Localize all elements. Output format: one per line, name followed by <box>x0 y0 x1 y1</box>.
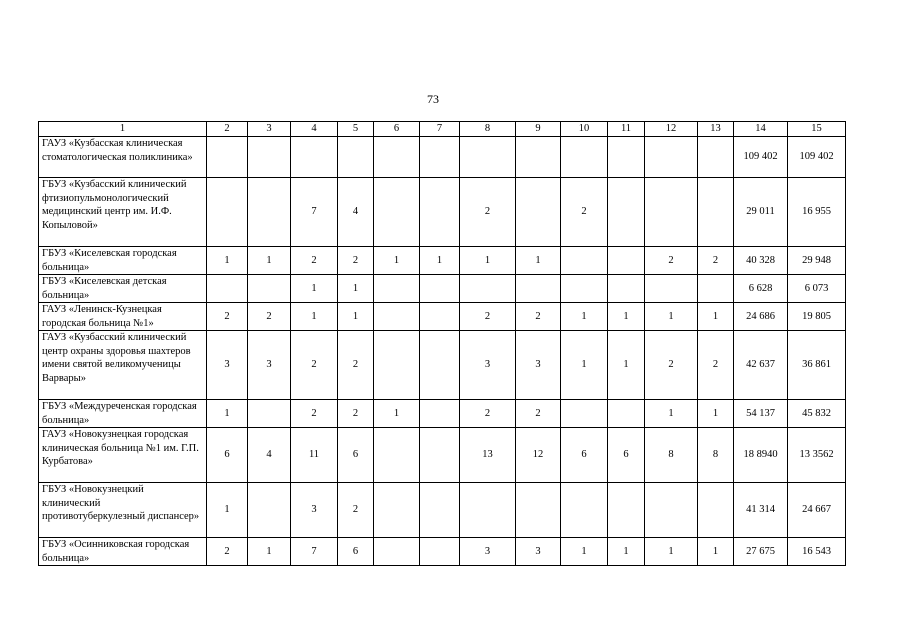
table-cell <box>516 275 561 303</box>
institution-name: ГАУЗ «Кузбасский клинический центр охраны здоровья шахтеров имени святой великомученицы Варвары» <box>39 331 207 400</box>
data-table <box>38 121 846 566</box>
table-cell <box>608 137 645 178</box>
column-header: 6 <box>374 122 420 137</box>
table-cell <box>207 137 248 178</box>
table-cell: 1 <box>645 303 698 331</box>
table-cell: 16 955 <box>788 178 846 247</box>
table-cell: 3 <box>460 331 516 400</box>
table-cell: 13 <box>460 428 516 483</box>
table-cell: 1 <box>338 275 374 303</box>
page-number: 73 <box>427 92 439 106</box>
table-cell: 7 <box>291 538 338 566</box>
table-cell: 1 <box>374 247 420 275</box>
table-cell: 2 <box>516 400 561 428</box>
table-cell <box>338 137 374 178</box>
column-header: 7 <box>420 122 460 137</box>
table-cell <box>291 137 338 178</box>
table-cell <box>248 137 291 178</box>
table-cell: 6 <box>207 428 248 483</box>
table-cell: 1 <box>460 247 516 275</box>
table-cell: 109 402 <box>788 137 846 178</box>
table-cell: 1 <box>338 303 374 331</box>
table-cell: 13 3562 <box>788 428 846 483</box>
column-header: 3 <box>248 122 291 137</box>
table-cell <box>374 178 420 247</box>
column-header: 13 <box>698 122 734 137</box>
table-cell: 1 <box>561 303 608 331</box>
table-cell <box>561 400 608 428</box>
table-cell <box>420 303 460 331</box>
table-cell <box>608 247 645 275</box>
table-cell: 1 <box>207 400 248 428</box>
table-cell <box>698 178 734 247</box>
table-cell: 2 <box>291 400 338 428</box>
table-cell: 2 <box>338 400 374 428</box>
institution-name: ГАУЗ «Новокузнецкая городская клиническая больница №1 им. Г.П. Курбатова» <box>39 428 207 483</box>
table-cell: 2 <box>460 400 516 428</box>
table-cell <box>374 303 420 331</box>
table-cell <box>374 483 420 538</box>
table-cell: 2 <box>460 303 516 331</box>
table-cell <box>608 275 645 303</box>
table-cell <box>645 178 698 247</box>
table-cell <box>374 275 420 303</box>
table-cell: 1 <box>207 483 248 538</box>
table-row <box>39 247 846 275</box>
table-cell <box>374 538 420 566</box>
column-header: 8 <box>460 122 516 137</box>
institution-name: ГБУЗ «Киселевская городская больница» <box>39 247 207 275</box>
table-cell: 18 8940 <box>734 428 788 483</box>
table-cell <box>516 483 561 538</box>
table-cell <box>608 483 645 538</box>
table-cell <box>460 137 516 178</box>
table-cell: 3 <box>516 331 561 400</box>
table-cell <box>561 247 608 275</box>
table-cell: 1 <box>698 303 734 331</box>
table-row <box>39 538 846 566</box>
table-cell: 19 805 <box>788 303 846 331</box>
table-cell: 6 628 <box>734 275 788 303</box>
table-row <box>39 137 846 178</box>
table-cell: 1 <box>516 247 561 275</box>
table-cell <box>645 275 698 303</box>
table-cell <box>420 428 460 483</box>
table-cell: 1 <box>291 303 338 331</box>
table-cell <box>608 178 645 247</box>
table-cell: 24 686 <box>734 303 788 331</box>
table-cell: 1 <box>248 538 291 566</box>
column-header: 2 <box>207 122 248 137</box>
column-header: 10 <box>561 122 608 137</box>
table-cell <box>698 483 734 538</box>
table-cell <box>608 400 645 428</box>
table-cell: 54 137 <box>734 400 788 428</box>
table-cell: 29 948 <box>788 247 846 275</box>
table-cell: 2 <box>698 247 734 275</box>
table-cell: 3 <box>291 483 338 538</box>
column-header: 1 <box>39 122 207 137</box>
table-cell: 1 <box>374 400 420 428</box>
table-cell: 1 <box>608 303 645 331</box>
table-cell <box>207 275 248 303</box>
table-cell: 1 <box>608 538 645 566</box>
institution-name: ГБУЗ «Новокузнецкий клинический противотуберкулезный диспансер» <box>39 483 207 538</box>
table-cell: 2 <box>248 303 291 331</box>
table-cell <box>248 483 291 538</box>
column-header: 14 <box>734 122 788 137</box>
institution-name: ГБУЗ «Осинниковская городская больница» <box>39 538 207 566</box>
table-cell: 29 011 <box>734 178 788 247</box>
table-cell: 4 <box>248 428 291 483</box>
table-cell: 2 <box>338 483 374 538</box>
table-cell: 3 <box>460 538 516 566</box>
table-row <box>39 400 846 428</box>
table-cell <box>420 178 460 247</box>
table-cell <box>698 275 734 303</box>
table-row <box>39 275 846 303</box>
table-cell: 2 <box>561 178 608 247</box>
table-cell <box>420 538 460 566</box>
table-cell: 2 <box>338 331 374 400</box>
table-cell: 2 <box>698 331 734 400</box>
table-cell: 2 <box>645 331 698 400</box>
table-cell <box>374 137 420 178</box>
table-cell: 1 <box>420 247 460 275</box>
table-cell <box>645 483 698 538</box>
table-cell: 27 675 <box>734 538 788 566</box>
table-cell: 6 <box>608 428 645 483</box>
table-cell <box>516 178 561 247</box>
institution-name: ГБУЗ «Кузбасский клинический фтизиопульмонологический медицинский центр им. И.Ф. Копыловой» <box>39 178 207 247</box>
table-cell <box>207 178 248 247</box>
institution-name: ГБУЗ «Междуреченская городская больница» <box>39 400 207 428</box>
table-cell: 1 <box>207 247 248 275</box>
table-cell <box>561 137 608 178</box>
table-cell: 1 <box>698 538 734 566</box>
institution-name: ГБУЗ «Киселевская детская больница» <box>39 275 207 303</box>
table-cell <box>460 483 516 538</box>
table-cell: 42 637 <box>734 331 788 400</box>
column-header: 5 <box>338 122 374 137</box>
table-cell: 1 <box>561 331 608 400</box>
table-cell: 3 <box>516 538 561 566</box>
table-cell: 3 <box>248 331 291 400</box>
table-cell: 16 543 <box>788 538 846 566</box>
column-header: 11 <box>608 122 645 137</box>
table-row <box>39 331 846 400</box>
table-cell: 6 <box>338 428 374 483</box>
table-cell <box>561 483 608 538</box>
table-cell <box>248 400 291 428</box>
table-cell: 109 402 <box>734 137 788 178</box>
column-header: 15 <box>788 122 846 137</box>
institution-name: ГАУЗ «Ленинск-Кузнецкая городская больница №1» <box>39 303 207 331</box>
table-cell: 1 <box>561 538 608 566</box>
table-cell: 8 <box>645 428 698 483</box>
table-cell <box>420 400 460 428</box>
table-cell: 3 <box>207 331 248 400</box>
table-row <box>39 303 846 331</box>
table-cell <box>248 178 291 247</box>
table-cell: 24 667 <box>788 483 846 538</box>
table-cell <box>420 137 460 178</box>
table-cell: 1 <box>291 275 338 303</box>
table-cell: 2 <box>516 303 561 331</box>
table-row <box>39 483 846 538</box>
table-cell: 6 <box>561 428 608 483</box>
table-cell: 2 <box>645 247 698 275</box>
table-cell <box>420 331 460 400</box>
institution-name: ГАУЗ «Кузбасская клиническая стоматологическая поликлиника» <box>39 137 207 178</box>
table-cell: 1 <box>645 400 698 428</box>
table-cell <box>645 137 698 178</box>
table-cell <box>248 275 291 303</box>
table-cell: 7 <box>291 178 338 247</box>
table-cell: 2 <box>207 303 248 331</box>
table-cell <box>460 275 516 303</box>
table-cell <box>374 331 420 400</box>
table-cell: 8 <box>698 428 734 483</box>
table-cell: 2 <box>291 247 338 275</box>
table-cell <box>374 428 420 483</box>
table-cell: 12 <box>516 428 561 483</box>
table-cell <box>420 275 460 303</box>
table-cell: 45 832 <box>788 400 846 428</box>
table-cell: 40 328 <box>734 247 788 275</box>
table-cell <box>698 137 734 178</box>
column-header: 4 <box>291 122 338 137</box>
table-cell: 1 <box>645 538 698 566</box>
table-cell: 2 <box>460 178 516 247</box>
table-row <box>39 428 846 483</box>
table-cell <box>420 483 460 538</box>
table-cell: 11 <box>291 428 338 483</box>
table-cell: 2 <box>338 247 374 275</box>
column-header: 12 <box>645 122 698 137</box>
table-cell: 6 <box>338 538 374 566</box>
table-cell: 6 073 <box>788 275 846 303</box>
table-cell: 4 <box>338 178 374 247</box>
table-cell: 1 <box>698 400 734 428</box>
table-cell: 2 <box>291 331 338 400</box>
table-row <box>39 178 846 247</box>
table-cell: 41 314 <box>734 483 788 538</box>
table-cell: 2 <box>207 538 248 566</box>
table-cell: 1 <box>608 331 645 400</box>
column-header: 9 <box>516 122 561 137</box>
table-cell <box>516 137 561 178</box>
table-header-row <box>39 122 846 137</box>
table-cell: 1 <box>248 247 291 275</box>
table-cell: 36 861 <box>788 331 846 400</box>
table-cell <box>561 275 608 303</box>
